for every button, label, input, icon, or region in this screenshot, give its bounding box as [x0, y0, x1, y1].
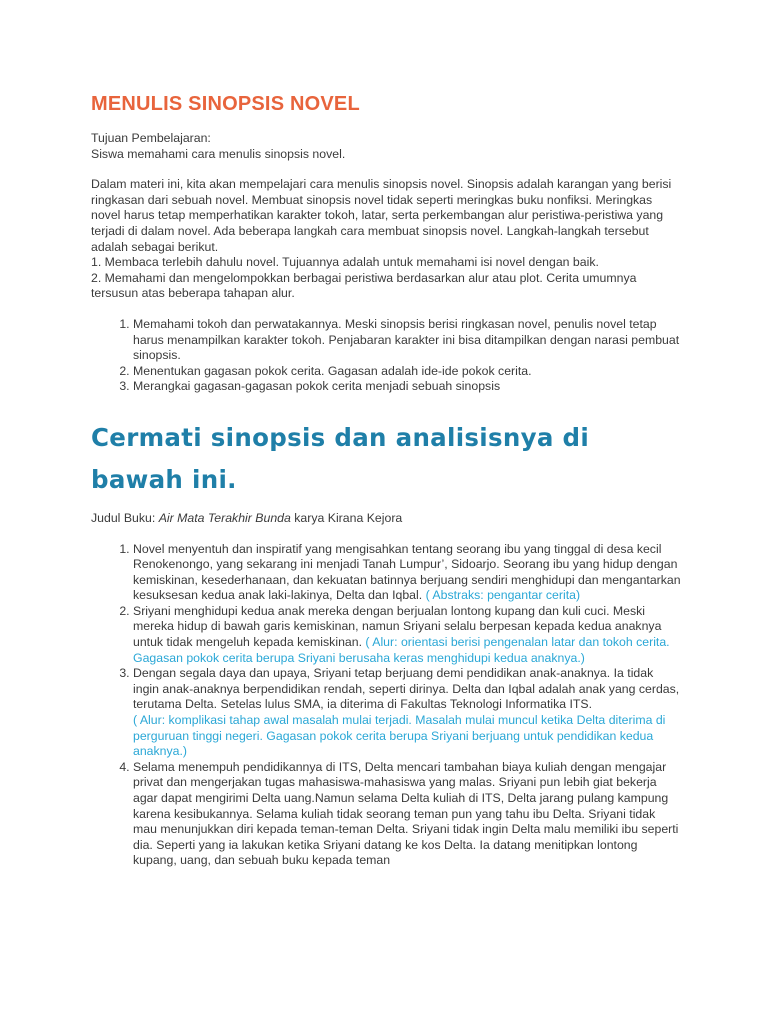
- objective-label: Tujuan Pembelajaran:: [91, 131, 211, 145]
- list-item: [133, 542, 681, 604]
- book-title-line: [91, 511, 681, 527]
- synopsis-text: Selama menempuh pendidikannya di ITS, Delta mencari tambahan biaya kuliah dengan mengajar privat dan mengerjakan tugas mahasiswa-mahasiswa yang malas. Sriyani pun lebih giat bekerja agar dapat mengirimi Delta uang.Namun selama Delta kuliah di ITS, Delta jarang pulang kampung karena kesibukannya. Selama kuliah tidak seorang teman pun yang tahu ibu Delta. Sriyani tidak mau menunjukkan diri kepada teman-teman Delta. Sriyani tidak ingin Delta malu memiliki ibu seperti dia. Seperti yang ia lakukan ketika Sriyani datang ke kos Delta. Ia datang menitipkan lontong kupang, uang, dan sebuah buku kepada teman: [133, 759, 679, 868]
- steps-list: [91, 317, 681, 395]
- section-heading: Cermati sinopsis dan analisisnya di bawah ini.: [91, 422, 590, 494]
- analysis-note: ( Alur: komplikasi tahap awal masalah mulai terjadi. Masalah mulai muncul ketika Delta diterima di perguruan tinggi negeri. Gagasan pokok cerita berupa Sriyani berjuang untuk pendidikan kedua anaknya.): [133, 713, 666, 759]
- list-item: [133, 604, 681, 666]
- intro-step-2: 2. Memahami dan mengelompokkan berbagai peristiwa berdasarkan alur atau plot. Cerita umumnya tersusun atas beberapa tahapan alur.: [91, 270, 637, 301]
- objective-text: Siswa memahami cara menulis sinopsis novel.: [91, 146, 346, 161]
- synopsis-text: Sriyani menghidupi kedua anak mereka dengan berjualan lontong kupang dan kuli cuci. Meski mereka hidup di bawah garis kemiskinan, namun Sriyani selalu berpesan kepada kedua anaknya untuk tidak mengeluh kepada kemiskinan.: [133, 603, 662, 650]
- page-title: MENULIS SINOPSIS NOVEL: [91, 93, 360, 115]
- synopsis-list: [91, 542, 681, 869]
- book-prefix: Judul Buku:: [91, 510, 159, 525]
- book-title: Air Mata Terakhir Bunda: [158, 510, 291, 525]
- list-item: 1. Memahami tokoh dan perwatakannya. Meski sinopsis berisi ringkasan novel, penulis novel tetap harus menampilkan karakter tokoh. Penjabaran karakter ini bisa ditampilkan dengan narasi pembuat sinopsis.: [133, 317, 681, 364]
- intro-step-1: 1. Membaca terlebih dahulu novel. Tujuannya adalah untuk memahami isi novel dengan baik.: [91, 255, 599, 270]
- book-author: karya Kirana Kejora: [290, 510, 403, 525]
- list-item: [133, 760, 681, 869]
- list-item: 2. Menentukan gagasan pokok cerita. Gagasan adalah ide-ide pokok cerita.: [133, 364, 681, 380]
- analysis-note: ( Alur: orientasi berisi pengenalan latar dan tokoh cerita. Gagasan pokok cerita berupa Sriyani berusaha keras menghidupi kedua anaknya.): [133, 635, 670, 665]
- list-item: [133, 666, 681, 760]
- analysis-note: ( Abstraks: pengantar cerita): [422, 588, 581, 603]
- document-page: [91, 92, 681, 869]
- synopsis-text: Dengan segala daya dan upaya, Sriyani tetap berjuang demi pendidikan anak-anaknya. Ia tidak ingin anak-anaknya berpendidikan rendah, seperti dirinya. Delta dan Iqbal adalah anak yang cerdas, terutama Delta. Setelas lulus SMA, ia diterima di Fakultas Teknologi Informatika ITS.: [133, 666, 680, 712]
- intro-paragraph: Dalam materi ini, kita akan mempelajari cara menulis sinopsis novel. Sinopsis adalah karangan yang berisi ringkasan dari sebuah novel. Membuat sinopsis novel tidak seperti meringkas buku nonfiksi. Meringkas novel harus tetap memperhatikan karakter tokoh, latar, serta perkembangan alur peristiwa-peristiwa yang terjadi di dalam novel. Ada beberapa langkah cara membuat sinopsis novel. Langkah-langkah tersebut adalah sebagai berikut.: [91, 177, 672, 254]
- list-item: 3. Merangkai gagasan-gagasan pokok cerita menjadi sebuah sinopsis: [133, 379, 681, 395]
- synopsis-text: Novel menyentuh dan inspiratif yang mengisahkan tentang seorang ibu yang tinggal di desa kecil Renokenongo, yang sekarang ini menjadi Tanah Lumpur’, Sidoarjo. Seorang ibu yang hidup dengan kemiskinan, kesederhanaan, dan kekuatan batinnya berjuang sendiri menghidupi dan mengantarkan kesuksesan kedua anak laki-lakinya, Delta dan Iqbal.: [133, 541, 681, 603]
